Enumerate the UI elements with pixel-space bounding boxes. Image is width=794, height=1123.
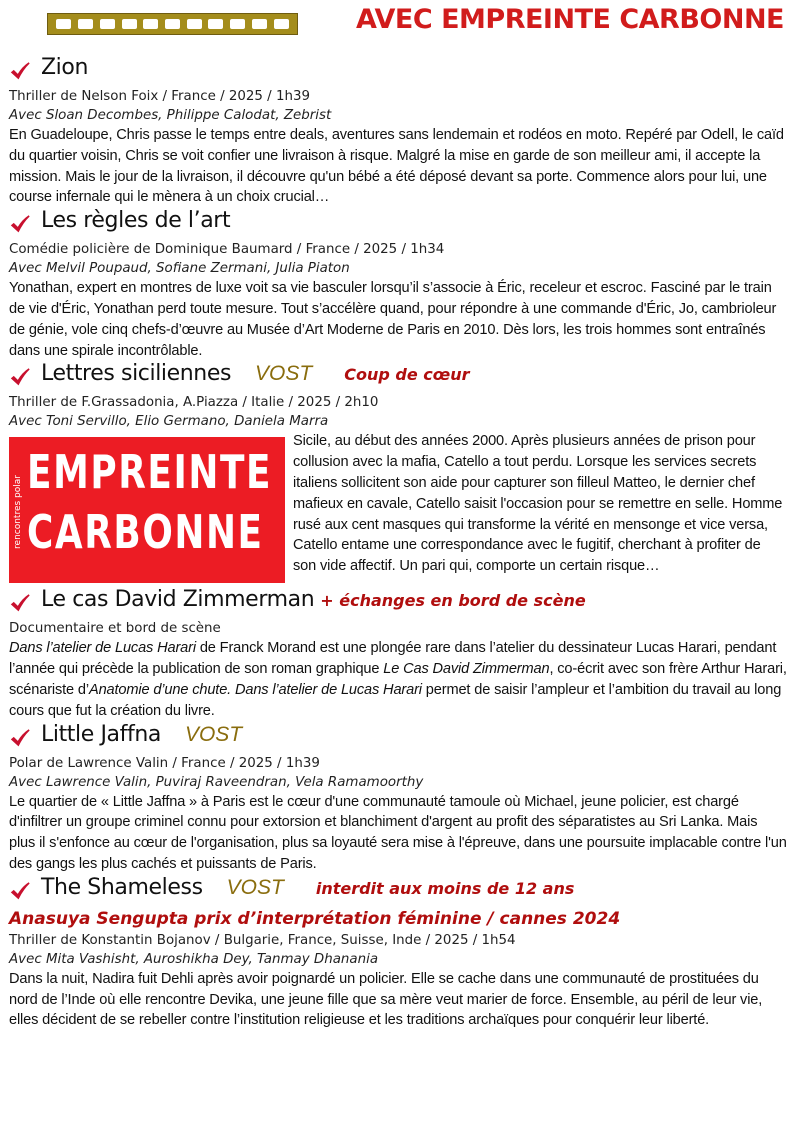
film-title: Les règles de l’art — [41, 208, 231, 234]
vost-label: VOST — [255, 362, 313, 386]
film-entry — [9, 722, 787, 875]
film-entry — [9, 55, 787, 208]
film-entry — [9, 361, 787, 587]
film-synopsis: Dans la nuit, Nadira fuit Dehli après avoir poignardé un policier. Elle se cache dans une communauté de prostituées du nord de l’Inde où elle rencontre Devika, une jeune fille que sa mère veut marier de force. Ensemble, au péril de leur vie, elles décident de se rebeller contre l’institution religieuse et les traditions archaïques pour conquérir leur liberté. — [9, 970, 763, 1029]
film-info: Documentaire et bord de scène — [9, 621, 221, 637]
film-synopsis: Dans l’atelier de Lucas Harari de Franck Morand est une plongée rare dans l’atelier du dessinateur Lucas Harari, pendant l’année qui précède la publication de son roman graphique Le Cas David Zimmerman, co-écrit avec son frère Arthur Harari, scénariste d’Anatomie d’une chute. Dans l’atelier de Lucas Harari permet de saisir l’ampleur et l’ambition du travail au long cours que fut la création du livre. — [9, 640, 787, 719]
film-title-row — [9, 361, 787, 393]
poster-title-line2: CARBONNE — [27, 505, 264, 560]
film-info: Thriller de F.Grassadonia, A.Piazza / Italie / 2025 / 2h10 — [9, 395, 379, 411]
film-info: Thriller de Nelson Foix / France / 2025 / 1h39 — [9, 89, 311, 104]
film-strip-decoration — [47, 13, 298, 35]
film-award: Anasuya Sengupta prix d’interprétation féminine / cannes 2024 — [9, 908, 621, 929]
film-info: Thriller de Konstantin Bojanov / Bulgarie, France, Suisse, Inde / 2025 / 1h54 — [9, 932, 516, 948]
film-cast: Avec Lawrence Valin, Puviraj Raveendran, Vela Ramamoorthy — [9, 774, 424, 790]
film-title-row — [9, 875, 787, 907]
film-entry — [9, 587, 787, 721]
film-title: Little Jaffna — [41, 721, 161, 747]
film-cast: Avec Mita Vashisht, Auroshikha Dey, Tanmay Dhanania — [9, 951, 379, 967]
check-icon — [9, 60, 31, 82]
film-entry — [9, 208, 787, 361]
film-title-row — [9, 55, 787, 87]
film-tag: Coup de cœur — [344, 365, 470, 385]
film-list — [9, 55, 787, 1031]
film-title-row — [9, 587, 787, 619]
check-icon — [9, 213, 31, 235]
film-synopsis: Le quartier de « Little Jaffna » à Paris est le cœur d'une communauté tamoule où Michael, jeune policier, est chargé d'infiltrer un groupe criminel connu pour extorsion et blanchiment d'argent au profit des séparatistes au Sri Lanka. Mais plus il s'enfonce au cœur de l'organisation, plus sa loyauté sera mise à l'épreuve, dans une poursuite implacable contre l'un des gangs les plus cachés et puissants de Paris. — [9, 793, 787, 872]
film-tag: + échanges en bord de scène — [320, 591, 586, 611]
vost-label: VOST — [184, 722, 243, 746]
film-cast: Avec Sloan Decombes, Philippe Calodat, Zebrist — [9, 108, 332, 123]
poster-side-label: rencontres polar — [13, 475, 23, 550]
check-icon — [9, 880, 31, 902]
check-icon — [9, 366, 31, 388]
check-icon — [9, 727, 31, 749]
film-title: Zion — [41, 55, 88, 80]
film-cast: Avec Melvil Poupaud, Sofiane Zermani, Julia Piaton — [9, 261, 350, 277]
film-title: Lettres siciliennes — [41, 361, 232, 387]
film-title-row — [9, 208, 787, 240]
festival-poster-image — [9, 437, 285, 583]
vost-label: VOST — [226, 875, 284, 899]
film-info: Polar de Lawrence Valin / France / 2025 / 1h39 — [9, 755, 320, 771]
check-icon — [9, 592, 31, 614]
film-tag: interdit aux moins de 12 ans — [315, 878, 575, 898]
film-title: The Shameless — [41, 874, 203, 900]
film-synopsis: En Guadeloupe, Chris passe le temps entre deals, aventures sans lendemain et rodéos en moto. Repéré par Odell, le caïd du quartier voisin, Chris se voit confier une livraison à risque. Malgré la mise en garde de son meilleur ami, il accepte la mission. Mais le jour de la livraison, il découvre qu'un bébé a été déposé devant sa porte. Commence alors pour lui, une course infernale qui le mènera à un choix crucial… — [9, 127, 784, 206]
film-title-row — [9, 722, 787, 754]
film-cast: Avec Toni Servillo, Elio Germano, Daniela Marra — [9, 414, 329, 430]
poster-title-line1: EMPREINTE — [27, 445, 273, 500]
film-synopsis: Yonathan, expert en montres de luxe voit sa vie basculer lorsqu’il s’associe à Éric, receleur et escroc. Fasciné par le train de vie d'Éric, Yonathan perd toute mesure. Tout s’accélère quand, pour répondre à une commande d'Éric, Jo, cambrioleur de génie, vole cinq chefs-d’œuvre au Musée d’Art Moderne de Paris en 2010. Dès lors, les trois hommes sont entraînés dans une spirale incontrôlable. — [9, 280, 777, 359]
film-synopsis: Sicile, au début des années 2000. Après plusieurs années de prison pour collusion avec la mafia, Catello a tout perdu. Lorsque les services secrets italiens sollicitent son aide pour capturer son filleul Matteo, le dernier chef mafieux en cavale, Catello saisit l'occasion pour se remettre en selle. Homme rusé aux cent masques qui transforme la vérité en mensonge et vice versa, Catello entame une correspondance avec le fugitif, cherchant à profiter de son vide affectif. Un pari qui, comporte un certain risque… — [293, 433, 783, 575]
page-heading: AVEC EMPREINTE CARBONNE — [355, 4, 784, 35]
film-entry — [9, 875, 787, 1031]
film-info: Comédie policière de Dominique Baumard / France / 2025 / 1h34 — [9, 242, 445, 258]
film-title: Le cas David Zimmerman — [41, 587, 315, 613]
